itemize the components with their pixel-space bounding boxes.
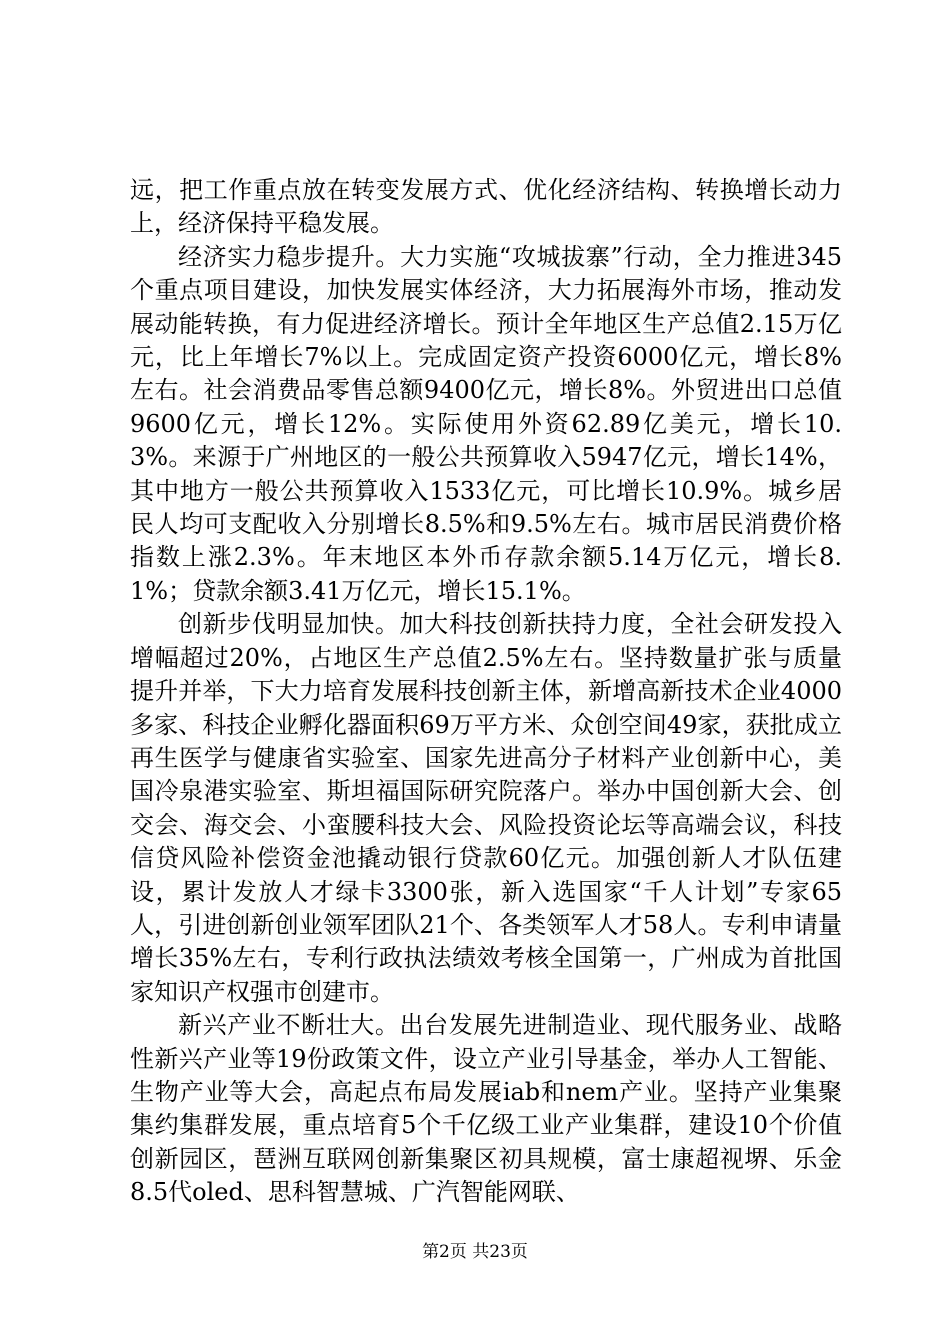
paragraph: 创新步伐明显加快。加大科技创新扶持力度，全社会研发投入增幅超过20%，占地区生产总值2.5%左右。坚持数量扩张与质量提升并举，下大力培育发展科技创新主体，新增高新技术企业4000多家、科技企业孵化器面积69万平方米、众创空间49家，获批成立再生医学与健康省实验室、国家先进高分子材料产业创新中心，美国冷泉港实验室、斯坦福国际研究院落户。举办中国创新大会、创交会、海交会、小蛮腰科技大会、风险投资论坛等高端会议，科技信贷风险补偿资金池撬动银行贷款60亿元。加强创新人才队伍建设，累计发放人才绿卡3300张，新入选国家“千人计划”专家65人，引进创新创业领军团队21个、各类领军人才58人。专利申请量增长35%左右，专利行政执法绩效考核全国第一，广州成为首批国家知识产权强市创建市。 [130,610,842,1006]
paragraph: 远，把工作重点放在转变发展方式、优化经济结构、转换增长动力上，经济保持平稳发展。 [130,176,842,238]
paragraph: 经济实力稳步提升。大力实施“攻城拔寨”行动，全力推进345个重点项目建设，加快发展实体经济，大力拓展海外市场，推动发展动能转换，有力促进经济增长。预计全年地区生产总值2.15万亿元，比上年增长7%以上。完成固定资产投资6000亿元，增长8%左右。社会消费品零售总额9400亿元，增长8%。外贸进出口总值9600亿元，增长12%。实际使用外资62.89亿美元，增长10.3%。来源于广州地区的一般公共预算收入5947亿元，增长14%，其中地方一般公共预算收入1533亿元，可比增长10.9%。城乡居民人均可支配收入分别增长8.5%和9.5%左右。城市居民消费价格指数上涨2.3%。年末地区本外币存款余额5.14万亿元，增长8.1%；贷款余额3.41万亿元，增长15.1%。 [130,242,842,605]
document-body [130,174,842,1210]
page-footer: 第2页 共23页 [422,1242,528,1262]
paragraph: 新兴产业不断壮大。出台发展先进制造业、现代服务业、战略性新兴产业等19份政策文件，设立产业引导基金，举办人工智能、生物产业等大会，高起点布局发展iab和nem产业。坚持产业集聚集约集群发展，重点培育5个千亿级工业产业集群，建设10个价值创新园区，琶洲互联网创新集聚区初具规模，富士康超视堺、乐金8.5代oled、思科智慧城、广汽智能网联、 [130,1011,842,1207]
